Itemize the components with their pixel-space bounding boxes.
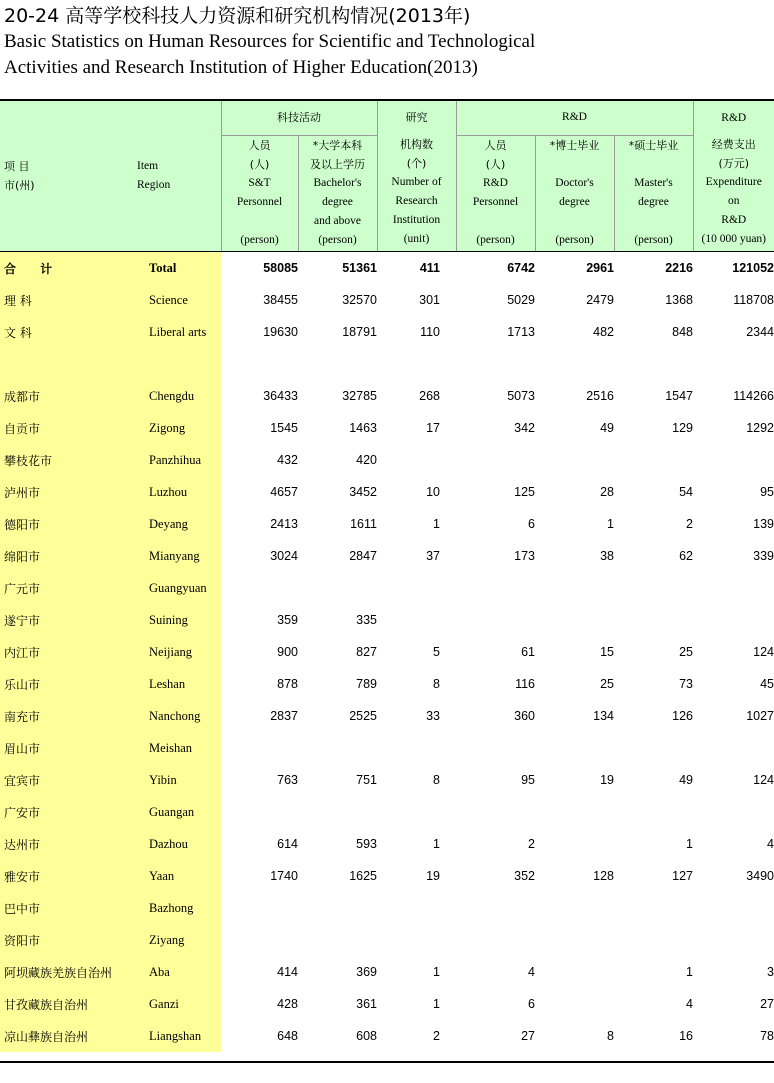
bottom-rule bbox=[0, 1061, 774, 1063]
row-region-cn: 广元市 bbox=[0, 572, 133, 604]
cell-value: 118708 bbox=[733, 293, 774, 307]
cell-value: 339 bbox=[753, 549, 774, 563]
cell-value: 19630 bbox=[263, 325, 298, 339]
cell-value: 19 bbox=[426, 869, 440, 883]
row-region-en: Mianyang bbox=[133, 540, 221, 572]
header-master: *硕士毕业 Master's degree (person) bbox=[614, 135, 693, 251]
row-region-en: Science bbox=[133, 284, 221, 316]
cell-value: 8 bbox=[433, 677, 440, 691]
cell-value: 3024 bbox=[270, 549, 298, 563]
cell-value bbox=[377, 732, 456, 764]
cell-value bbox=[221, 892, 298, 924]
cell-value bbox=[535, 988, 614, 1020]
cell-value bbox=[535, 444, 614, 476]
cell-value: 1625 bbox=[349, 869, 377, 883]
table-row bbox=[0, 604, 774, 636]
cell-value bbox=[614, 444, 693, 476]
cell-value: 1 bbox=[433, 517, 440, 531]
row-region-cn: 乐山市 bbox=[0, 668, 133, 700]
row-region-en: Panzhihua bbox=[133, 444, 221, 476]
row-region-en: Yibin bbox=[133, 764, 221, 796]
table-row bbox=[0, 828, 774, 860]
cell-value: 139 bbox=[753, 517, 774, 531]
cell-value bbox=[377, 444, 456, 476]
cell-value bbox=[298, 796, 377, 828]
cell-value: 134 bbox=[593, 709, 614, 723]
cell-value: 6 bbox=[528, 517, 535, 531]
table-row bbox=[0, 252, 774, 284]
table-row bbox=[0, 988, 774, 1020]
row-region-en: Meishan bbox=[133, 732, 221, 764]
cell-value: 54 bbox=[679, 485, 693, 499]
cell-value bbox=[456, 924, 535, 956]
row-region-cn: 巴中市 bbox=[0, 892, 133, 924]
cell-value: 301 bbox=[419, 293, 440, 307]
cell-value: 27 bbox=[760, 997, 774, 1011]
cell-value: 359 bbox=[277, 613, 298, 627]
cell-value: 593 bbox=[356, 837, 377, 851]
cell-value: 16 bbox=[679, 1029, 693, 1043]
cell-value bbox=[693, 732, 774, 764]
table-row bbox=[0, 444, 774, 476]
cell-value bbox=[535, 892, 614, 924]
row-region-en: Leshan bbox=[133, 668, 221, 700]
cell-value: 62 bbox=[679, 549, 693, 563]
cell-value: 116 bbox=[515, 677, 535, 691]
row-region-cn: 资阳市 bbox=[0, 924, 133, 956]
cell-value: 49 bbox=[679, 773, 693, 787]
row-region-en: Luzhou bbox=[133, 476, 221, 508]
table-row bbox=[0, 380, 774, 412]
cell-value: 4 bbox=[528, 965, 535, 979]
cell-value: 1713 bbox=[507, 325, 535, 339]
cell-value: 878 bbox=[277, 677, 298, 691]
cell-value: 126 bbox=[672, 709, 693, 723]
cell-value: 28 bbox=[600, 485, 614, 499]
table-row bbox=[0, 700, 774, 732]
row-region-cn: 雅安市 bbox=[0, 860, 133, 892]
cell-value bbox=[614, 572, 693, 604]
cell-value: 127 bbox=[672, 869, 693, 883]
cell-value: 614 bbox=[277, 837, 298, 851]
row-region-cn: 达州市 bbox=[0, 828, 133, 860]
cell-value: 95 bbox=[521, 773, 535, 787]
cell-value: 335 bbox=[356, 613, 377, 627]
cell-value: 38455 bbox=[263, 293, 298, 307]
cell-value: 352 bbox=[514, 869, 535, 883]
cell-value: 4657 bbox=[270, 485, 298, 499]
cell-value: 27 bbox=[521, 1029, 535, 1043]
table-row bbox=[0, 508, 774, 540]
cell-value bbox=[221, 732, 298, 764]
cell-value bbox=[298, 732, 377, 764]
table-row bbox=[0, 668, 774, 700]
row-region-cn: 成都市 bbox=[0, 380, 133, 412]
cell-value bbox=[535, 604, 614, 636]
cell-value: 6 bbox=[528, 997, 535, 1011]
cell-value bbox=[614, 348, 693, 380]
cell-value: 420 bbox=[356, 453, 377, 467]
cell-value: 110 bbox=[420, 325, 440, 339]
table-row bbox=[0, 860, 774, 892]
cell-value: 124 bbox=[753, 645, 774, 659]
cell-value: 5029 bbox=[507, 293, 535, 307]
cell-value bbox=[535, 796, 614, 828]
row-region-cn: 广安市 bbox=[0, 796, 133, 828]
cell-value: 15 bbox=[600, 645, 614, 659]
row-region-en: Aba bbox=[133, 956, 221, 988]
cell-value bbox=[535, 348, 614, 380]
cell-value: 2 bbox=[686, 517, 693, 531]
cell-value bbox=[535, 732, 614, 764]
cell-value: 6742 bbox=[507, 261, 535, 275]
cell-value: 1547 bbox=[665, 389, 693, 403]
header-item-en: Item Region bbox=[133, 101, 221, 251]
cell-value: 1 bbox=[686, 965, 693, 979]
cell-value: 411 bbox=[419, 261, 440, 275]
cell-value: 1463 bbox=[349, 421, 377, 435]
table-row bbox=[0, 732, 774, 764]
table-row bbox=[0, 476, 774, 508]
cell-value: 360 bbox=[514, 709, 535, 723]
cell-value bbox=[693, 572, 774, 604]
row-region-en: Deyang bbox=[133, 508, 221, 540]
cell-value: 51361 bbox=[342, 261, 377, 275]
row-region-en: Nanchong bbox=[133, 700, 221, 732]
cell-value: 125 bbox=[514, 485, 535, 499]
cell-value: 3452 bbox=[349, 485, 377, 499]
cell-value: 61 bbox=[521, 645, 535, 659]
header-st-personnel: 人员 (人) S&T Personnel (person) bbox=[221, 135, 298, 251]
row-region-cn: 德阳市 bbox=[0, 508, 133, 540]
cell-value: 78 bbox=[760, 1029, 774, 1043]
row-region-cn: 南充市 bbox=[0, 700, 133, 732]
cell-value: 2 bbox=[528, 837, 535, 851]
cell-value bbox=[377, 604, 456, 636]
header-group-rd: R&D bbox=[456, 101, 693, 135]
cell-value: 1 bbox=[433, 837, 440, 851]
cell-value: 428 bbox=[277, 997, 298, 1011]
table-row bbox=[0, 316, 774, 348]
row-region-en: Guangan bbox=[133, 796, 221, 828]
cell-value: 648 bbox=[277, 1029, 298, 1043]
cell-value bbox=[221, 924, 298, 956]
cell-value: 432 bbox=[277, 453, 298, 467]
statistics-table bbox=[0, 101, 774, 1052]
cell-value: 1027 bbox=[746, 709, 774, 723]
cell-value: 4 bbox=[767, 837, 774, 851]
cell-value: 32570 bbox=[342, 293, 377, 307]
cell-value: 2961 bbox=[586, 261, 614, 275]
cell-value: 32785 bbox=[342, 389, 377, 403]
cell-value: 827 bbox=[356, 645, 377, 659]
cell-value: 2479 bbox=[586, 293, 614, 307]
cell-value bbox=[693, 604, 774, 636]
row-region-cn: 阿坝藏族羌族自治州 bbox=[0, 956, 133, 988]
cell-value: 751 bbox=[356, 773, 377, 787]
cell-value: 10 bbox=[426, 485, 440, 499]
cell-value: 17 bbox=[426, 421, 440, 435]
title-english-line1: Basic Statistics on Human Resources for Scientific and Technological bbox=[4, 31, 536, 52]
row-region-cn: 凉山彝族自治州 bbox=[0, 1020, 133, 1052]
cell-value bbox=[377, 348, 456, 380]
cell-value: 45 bbox=[760, 677, 774, 691]
cell-value: 33 bbox=[426, 709, 440, 723]
row-region-en: Ziyang bbox=[133, 924, 221, 956]
cell-value bbox=[535, 572, 614, 604]
row-region-en: Bazhong bbox=[133, 892, 221, 924]
table-row bbox=[0, 572, 774, 604]
cell-value: 19 bbox=[600, 773, 614, 787]
cell-value: 342 bbox=[514, 421, 535, 435]
cell-value: 1545 bbox=[270, 421, 298, 435]
header-doctor: *博士毕业 Doctor's degree (person) bbox=[535, 135, 614, 251]
table-row bbox=[0, 1020, 774, 1052]
cell-value bbox=[456, 604, 535, 636]
table-row bbox=[0, 924, 774, 956]
title-english-line2: Activities and Research Institution of Higher Education(2013) bbox=[4, 57, 478, 78]
cell-value bbox=[377, 572, 456, 604]
row-region-en: Guangyuan bbox=[133, 572, 221, 604]
cell-value: 3 bbox=[767, 965, 774, 979]
table-row bbox=[0, 636, 774, 668]
table-header bbox=[0, 101, 774, 251]
table-title bbox=[4, 4, 770, 81]
cell-value: 8 bbox=[607, 1029, 614, 1043]
cell-value: 129 bbox=[672, 421, 693, 435]
cell-value: 1 bbox=[607, 517, 614, 531]
cell-value: 1 bbox=[433, 997, 440, 1011]
cell-value: 2847 bbox=[349, 549, 377, 563]
cell-value: 38 bbox=[600, 549, 614, 563]
cell-value bbox=[693, 924, 774, 956]
cell-value: 1292 bbox=[746, 421, 774, 435]
cell-value: 2 bbox=[433, 1029, 440, 1043]
row-region-en bbox=[133, 348, 221, 380]
row-region-en: Ganzi bbox=[133, 988, 221, 1020]
row-region-en: Chengdu bbox=[133, 380, 221, 412]
cell-value bbox=[535, 956, 614, 988]
cell-value bbox=[535, 924, 614, 956]
row-region-en: Liangshan bbox=[133, 1020, 221, 1052]
cell-value: 1 bbox=[686, 837, 693, 851]
table-row bbox=[0, 796, 774, 828]
cell-value: 361 bbox=[356, 997, 377, 1011]
row-region-cn: 宜宾市 bbox=[0, 764, 133, 796]
cell-value bbox=[614, 604, 693, 636]
cell-value bbox=[614, 796, 693, 828]
header-bachelor: *大学本科 及以上学历 Bachelor's degree and above (person) bbox=[298, 135, 377, 251]
row-region-cn: 泸州市 bbox=[0, 476, 133, 508]
cell-value: 8 bbox=[433, 773, 440, 787]
header-group-expenditure: R&D bbox=[693, 101, 774, 135]
cell-value: 37 bbox=[426, 549, 440, 563]
cell-value bbox=[298, 924, 377, 956]
cell-value bbox=[456, 572, 535, 604]
cell-value bbox=[456, 732, 535, 764]
row-region-en: Zigong bbox=[133, 412, 221, 444]
cell-value: 848 bbox=[672, 325, 693, 339]
cell-value: 900 bbox=[277, 645, 298, 659]
cell-value: 2413 bbox=[270, 517, 298, 531]
cell-value: 121052 bbox=[732, 261, 774, 275]
cell-value bbox=[693, 444, 774, 476]
cell-value bbox=[298, 572, 377, 604]
row-region-cn: 绵阳市 bbox=[0, 540, 133, 572]
row-region-en: Suining bbox=[133, 604, 221, 636]
cell-value: 482 bbox=[593, 325, 614, 339]
cell-value: 114266 bbox=[733, 389, 774, 403]
row-region-en: Dazhou bbox=[133, 828, 221, 860]
cell-value: 58085 bbox=[263, 261, 298, 275]
cell-value bbox=[221, 348, 298, 380]
cell-value: 95 bbox=[760, 485, 774, 499]
cell-value: 36433 bbox=[263, 389, 298, 403]
cell-value: 25 bbox=[679, 645, 693, 659]
table-row bbox=[0, 956, 774, 988]
cell-value bbox=[377, 924, 456, 956]
cell-value bbox=[298, 348, 377, 380]
cell-value: 2837 bbox=[270, 709, 298, 723]
cell-value: 1368 bbox=[665, 293, 693, 307]
row-region-cn: 遂宁市 bbox=[0, 604, 133, 636]
table-row bbox=[0, 892, 774, 924]
cell-value: 3490 bbox=[746, 869, 774, 883]
row-region-cn: 甘孜藏族自治州 bbox=[0, 988, 133, 1020]
cell-value bbox=[614, 892, 693, 924]
cell-value: 2525 bbox=[349, 709, 377, 723]
cell-value: 608 bbox=[356, 1029, 377, 1043]
table-row bbox=[0, 764, 774, 796]
cell-value bbox=[614, 732, 693, 764]
row-region-cn: 理 科 bbox=[0, 284, 133, 316]
table-row bbox=[0, 412, 774, 444]
cell-value: 5 bbox=[433, 645, 440, 659]
cell-value bbox=[221, 796, 298, 828]
cell-value bbox=[693, 892, 774, 924]
cell-value bbox=[456, 796, 535, 828]
cell-value: 173 bbox=[514, 549, 535, 563]
row-region-en: Liberal arts bbox=[133, 316, 221, 348]
cell-value: 268 bbox=[419, 389, 440, 403]
cell-value bbox=[693, 348, 774, 380]
cell-value bbox=[377, 892, 456, 924]
cell-value: 5073 bbox=[507, 389, 535, 403]
header-group-st: 科技活动 bbox=[221, 101, 377, 135]
table-row bbox=[0, 348, 774, 380]
header-item-cn: 项 目 市(州) bbox=[0, 101, 133, 251]
cell-value bbox=[535, 828, 614, 860]
cell-value bbox=[456, 444, 535, 476]
header-expenditure: 经费支出 (万元) Expenditure on R&D (10 000 yuan) bbox=[693, 135, 774, 251]
cell-value: 1611 bbox=[350, 517, 377, 531]
cell-value bbox=[693, 796, 774, 828]
cell-value bbox=[456, 892, 535, 924]
cell-value bbox=[221, 572, 298, 604]
cell-value: 1 bbox=[433, 965, 440, 979]
cell-value bbox=[614, 924, 693, 956]
cell-value: 789 bbox=[356, 677, 377, 691]
cell-value bbox=[377, 796, 456, 828]
cell-value: 2216 bbox=[665, 261, 693, 275]
row-region-en: Total bbox=[133, 252, 221, 284]
cell-value bbox=[456, 348, 535, 380]
cell-value: 1740 bbox=[270, 869, 298, 883]
header-group-institution: 研究 bbox=[377, 101, 456, 135]
row-region-cn: 眉山市 bbox=[0, 732, 133, 764]
cell-value: 4 bbox=[686, 997, 693, 1011]
row-region-en: Yaan bbox=[133, 860, 221, 892]
header-rd-personnel: 人员 (人) R&D Personnel (person) bbox=[456, 135, 535, 251]
cell-value: 128 bbox=[593, 869, 614, 883]
cell-value: 49 bbox=[600, 421, 614, 435]
row-region-cn: 合 计 bbox=[0, 252, 133, 284]
title-chinese: 20-24 高等学校科技人力资源和研究机构情况(2013年) bbox=[4, 5, 471, 27]
table-body bbox=[0, 252, 774, 1052]
cell-value: 25 bbox=[600, 677, 614, 691]
cell-value: 2344 bbox=[746, 325, 774, 339]
row-region-cn bbox=[0, 348, 133, 380]
row-region-cn: 内江市 bbox=[0, 636, 133, 668]
table-row bbox=[0, 540, 774, 572]
cell-value: 73 bbox=[679, 677, 693, 691]
row-region-cn: 文 科 bbox=[0, 316, 133, 348]
header-institution-count: 机构数 (个) Number of Research Institution (unit) bbox=[377, 135, 456, 251]
cell-value: 124 bbox=[753, 773, 774, 787]
row-region-cn: 攀枝花市 bbox=[0, 444, 133, 476]
cell-value: 2516 bbox=[586, 389, 614, 403]
cell-value: 18791 bbox=[342, 325, 377, 339]
table-row bbox=[0, 284, 774, 316]
row-region-en: Neijiang bbox=[133, 636, 221, 668]
cell-value: 763 bbox=[277, 773, 298, 787]
cell-value: 414 bbox=[277, 965, 298, 979]
row-region-cn: 自贡市 bbox=[0, 412, 133, 444]
cell-value bbox=[298, 892, 377, 924]
cell-value: 369 bbox=[356, 965, 377, 979]
